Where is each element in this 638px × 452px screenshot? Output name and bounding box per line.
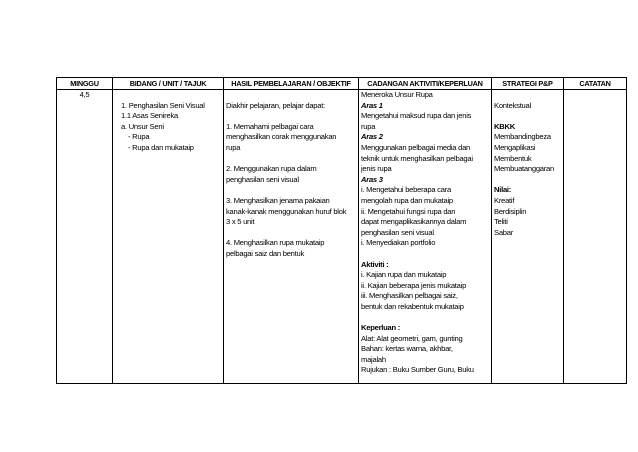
hasil-line: 2. Menggunakan rupa dalam bbox=[226, 164, 317, 174]
cadangan-line: dapat mengaplikasikannya dalam bbox=[361, 217, 467, 227]
aras-3-label: Aras 3 bbox=[361, 174, 383, 184]
hasil-line: 1. Memahami pelbagai cara bbox=[226, 121, 314, 131]
cadangan-line: ii. Mengetahui fungsi rupa dan bbox=[361, 206, 456, 216]
hasil-line: kanak-kanak menggunakan huruf blok bbox=[226, 206, 347, 216]
cadangan-line: penghasilan seni visual bbox=[361, 227, 434, 237]
hasil-line: 3. Menghasilkan jenama pakaian bbox=[226, 195, 330, 205]
aktiviti-line: i. Kajian rupa dan mukataip bbox=[361, 270, 447, 280]
cadangan-line: i. Mengetahui beberapa cara bbox=[361, 185, 451, 195]
nilai-line: Kreatif bbox=[494, 195, 515, 205]
aktiviti-line: bentuk dan rekabentuk mukataip bbox=[361, 301, 464, 311]
cadangan-line: teknik untuk menghasilkan pelbagai bbox=[361, 153, 473, 163]
bidang-line: a. Unsur Seni bbox=[121, 121, 164, 131]
nilai-label: Nilai: bbox=[494, 185, 512, 195]
header-bidang: BIDANG / UNIT / TAJUK bbox=[113, 78, 224, 90]
hasil-line: Diakhir pelajaran, pelajar dapat: bbox=[226, 100, 325, 110]
keperluan-line: Alat: Alat geometri, gam, gunting bbox=[361, 333, 463, 343]
keperluan-label: Keperluan : bbox=[361, 323, 401, 333]
aktiviti-line: iii. Menghasilkan pelbagai saiz, bbox=[361, 291, 458, 301]
keperluan-line: Rujukan : Buku Sumber Guru, Buku bbox=[361, 365, 474, 375]
hasil-line: penghasilan seni visual bbox=[226, 174, 299, 184]
keperluan-line: majalah bbox=[361, 354, 386, 364]
hasil-line: menghasilkan corak menggunakan bbox=[226, 132, 337, 142]
table-row bbox=[57, 90, 627, 384]
strategi-line: Membentuk bbox=[494, 153, 532, 163]
aras-1-label: Aras 1 bbox=[361, 100, 383, 110]
bidang-line: - Rupa dan mukataip bbox=[128, 142, 194, 152]
hasil-line: 3 x 5 unit bbox=[226, 217, 255, 227]
strategi-line: Membandingbeza bbox=[494, 132, 551, 142]
strategi-line: Kontekstual bbox=[494, 100, 531, 110]
strategi-line: Mengaplikasi bbox=[494, 142, 536, 152]
header-cadangan: CADANGAN AKTIVITI/KEPERLUAN bbox=[359, 78, 492, 90]
keperluan-line: Bahan: kertas warna, akhbar, bbox=[361, 344, 453, 354]
hasil-line: pelbagai saiz dan bentuk bbox=[226, 248, 305, 258]
cadangan-line: Menggunakan pelbagai media dan bbox=[361, 142, 471, 152]
bidang-line: - Rupa bbox=[128, 132, 150, 142]
cadangan-line: i. Menyediakan portfolio bbox=[361, 238, 436, 248]
catatan-text bbox=[566, 90, 624, 101]
header-hasil: HASIL PEMBELAJARAN / OBJEKTIF bbox=[224, 78, 359, 90]
hasil-line: rupa bbox=[226, 142, 241, 152]
cell-cadangan bbox=[359, 90, 492, 384]
cell-hasil bbox=[224, 90, 359, 384]
cell-bidang bbox=[113, 90, 224, 384]
nilai-line: Teliti bbox=[494, 217, 508, 227]
lesson-plan-table bbox=[56, 77, 627, 384]
nilai-line: Sabar bbox=[494, 227, 514, 237]
cell-minggu bbox=[57, 90, 113, 384]
aktiviti-label: Aktiviti : bbox=[361, 259, 389, 269]
cadangan-line: Mengetahui maksud rupa dan jenis bbox=[361, 111, 472, 121]
strategi-line: Membuatanggaran bbox=[494, 164, 554, 174]
aktiviti-line: ii. Kajian beberapa jenis mukataip bbox=[361, 280, 467, 290]
bidang-line: 1.1 Asas Senireka bbox=[121, 111, 178, 121]
cell-strategi bbox=[492, 90, 564, 384]
cadangan-line: rupa bbox=[361, 121, 376, 131]
header-minggu: MINGGU bbox=[57, 78, 113, 90]
kbkk-label: KBKK bbox=[494, 121, 515, 131]
header-catatan: CATATAN bbox=[564, 78, 627, 90]
nilai-line: Berdisiplin bbox=[494, 206, 527, 216]
week-number: 4,5 bbox=[79, 90, 90, 99]
cadangan-line: Meneroka Unsur Rupa bbox=[361, 90, 433, 99]
table-header-row bbox=[57, 78, 627, 90]
header-strategi: STRATEGI P&P bbox=[492, 78, 564, 90]
cadangan-line: jenis rupa bbox=[361, 164, 392, 174]
bidang-line: 1. Penghasilan Seni Visual bbox=[121, 100, 205, 110]
cadangan-line: mengolah rupa dan mukataip bbox=[361, 195, 453, 205]
hasil-line: 4. Menghasilkan rupa mukataip bbox=[226, 238, 325, 248]
cell-catatan bbox=[564, 90, 627, 384]
aras-2-label: Aras 2 bbox=[361, 132, 383, 142]
